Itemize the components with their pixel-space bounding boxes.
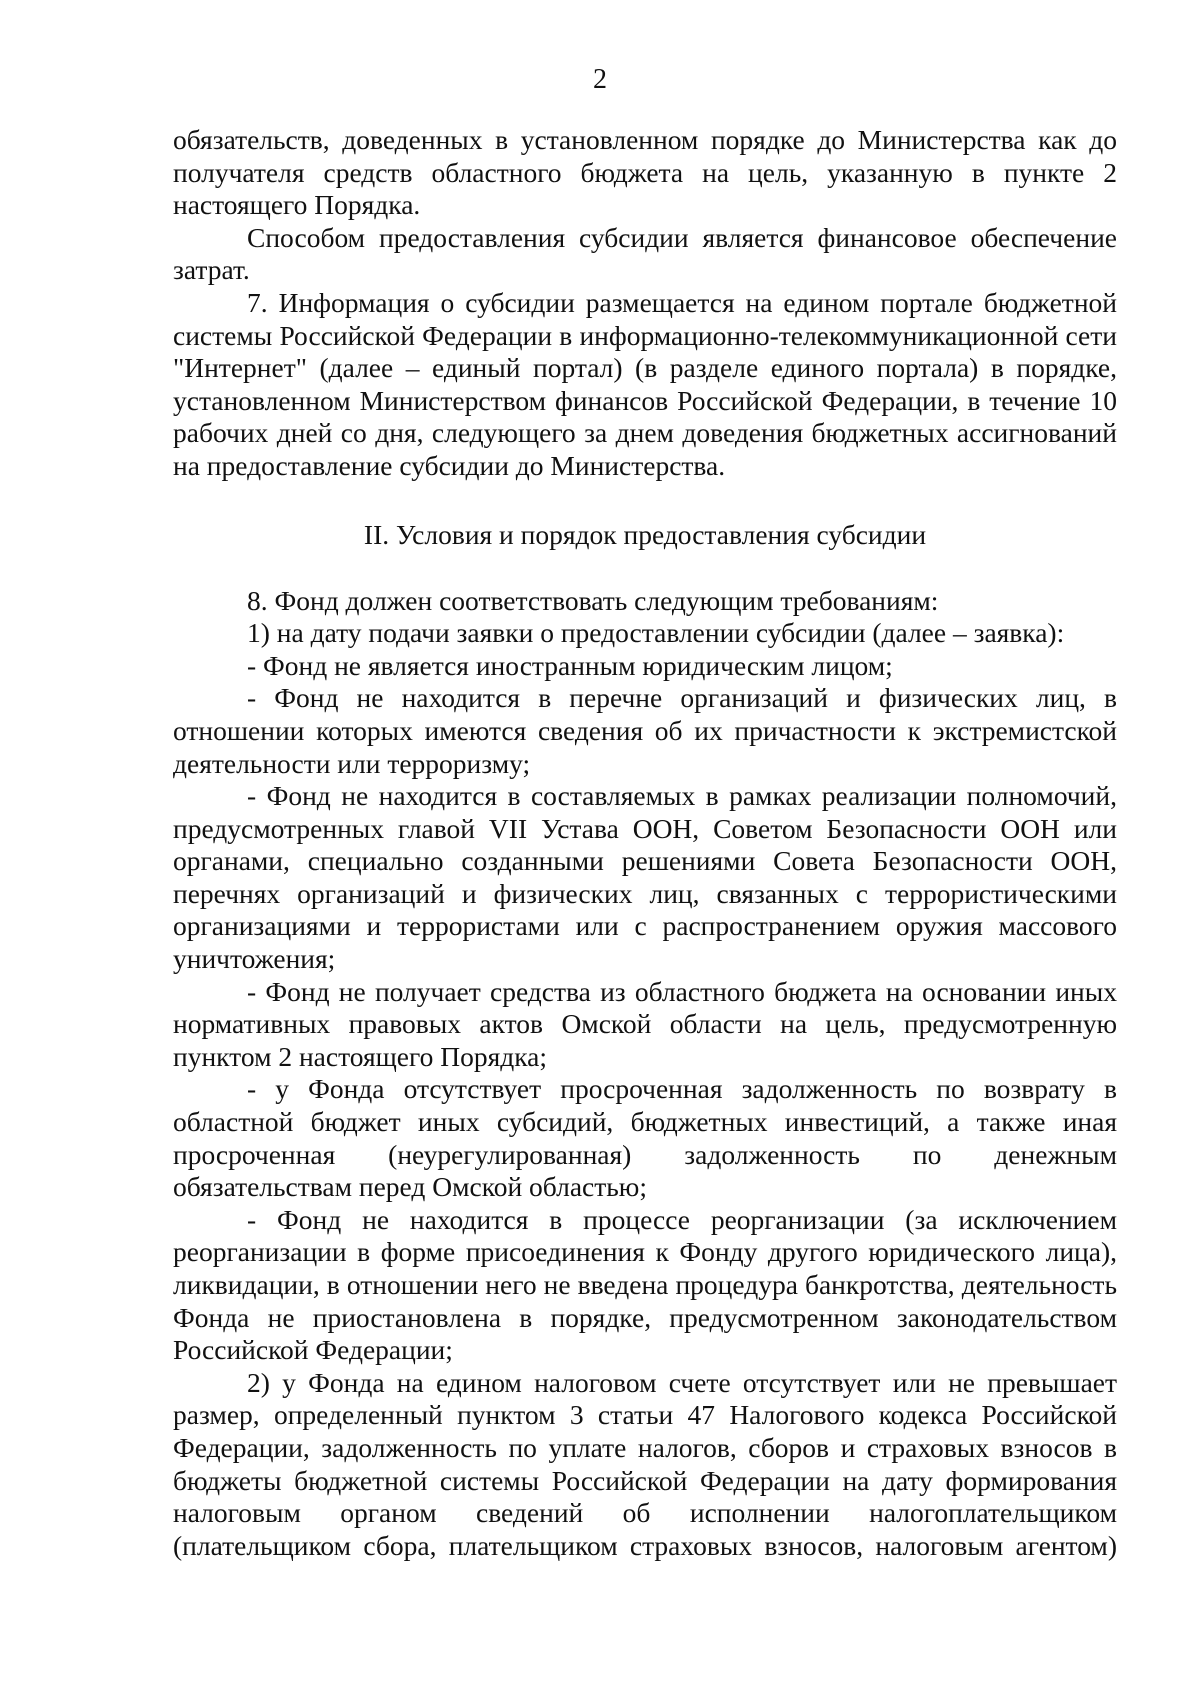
paragraph-subsidy-method: Способом предоставления субсидии является финансовое обеспечение затрат. (173, 221, 1117, 286)
section-heading: II. Условия и порядок предоставления субсидии (363, 518, 927, 550)
paragraph-subitem-2: 2) у Фонда на едином налоговом счете отсутствует или не превышает размер, определенный пунктом 3 статьи 47 Налогового кодекса Российской Федерации, задолженность по уплате налогов, сборов и страховых взносов в бюджеты бюджетной системы Российской Федерации на дату формирования налоговым органом сведений об исполнении налогоплательщиком (плательщиком сбора, плательщиком страховых взносов, налоговым агентом) (173, 1366, 1117, 1561)
paragraph-requirement-not-extremist: - Фонд не находится в перечне организаций и физических лиц, в отношении которых имеются сведения об их причастности к экстремистской деятельности или терроризму; (173, 682, 1117, 779)
page-number: 2 (593, 64, 607, 95)
paragraph-requirement-no-reorganization: - Фонд не находится в процессе реорганизации (за исключением реорганизации в форме присоединения к Фонду другого юридического лица), ликвидации, в отношении него не введена процедура банкротства, деятельность Фонда не приостановлена в порядке, предусмотренном законодательством Российской Федерации; (173, 1203, 1117, 1366)
paragraph-requirement-no-overdue-debt: - у Фонда отсутствует просроченная задолженность по возврату в областной бюджет иных субсидий, бюджетных инвестиций, а также иная просроченная (неурегулированная) задолженность по денежным обязательствам перед Омской областью; (173, 1073, 1117, 1203)
paragraph-continuation: обязательств, доведенных в установленном порядке до Министерства как до получателя средств областного бюджета на цель, указанную в пункте 2 настоящего Порядка. (173, 124, 1117, 221)
paragraph-requirement-not-un-list: - Фонд не находится в составляемых в рамках реализации полномочий, предусмотренных главой VII Устава ООН, Советом Безопасности ООН или органами, специально созданными решениями Совета Безопасности ООН, перечнях организаций и физических лиц, связанных с террористическими организациями и террористами или с распространением оружия массового уничтожения; (173, 780, 1117, 975)
paragraph-requirement-no-other-funds: - Фонд не получает средства из областного бюджета на основании иных нормативных правовых актов Омской области на цель, предусмотренную пунктом 2 настоящего Порядка; (173, 975, 1117, 1072)
paragraph-requirement-not-foreign: - Фонд не является иностранным юридическим лицом; (247, 649, 893, 681)
document-body (173, 124, 1117, 1562)
paragraph-item-8: 8. Фонд должен соответствовать следующим требованиям: (247, 584, 939, 616)
section-requirements (173, 585, 1117, 1563)
paragraph-item-7: 7. Информация о субсидии размещается на едином портале бюджетной системы Российской Федерации в информационно-телекоммуникационной сети "Интернет" (далее – единый портал) (в разделе единого портала) в порядке, установленном Министерством финансов Российской Федерации, в течение 10 рабочих дней со дня, следующего за днем доведения бюджетных ассигнований на предоставление субсидии до Министерства. (173, 286, 1117, 481)
paragraph-subitem-1: 1) на дату подачи заявки о предоставлении субсидии (далее – заявка): (247, 617, 1065, 649)
